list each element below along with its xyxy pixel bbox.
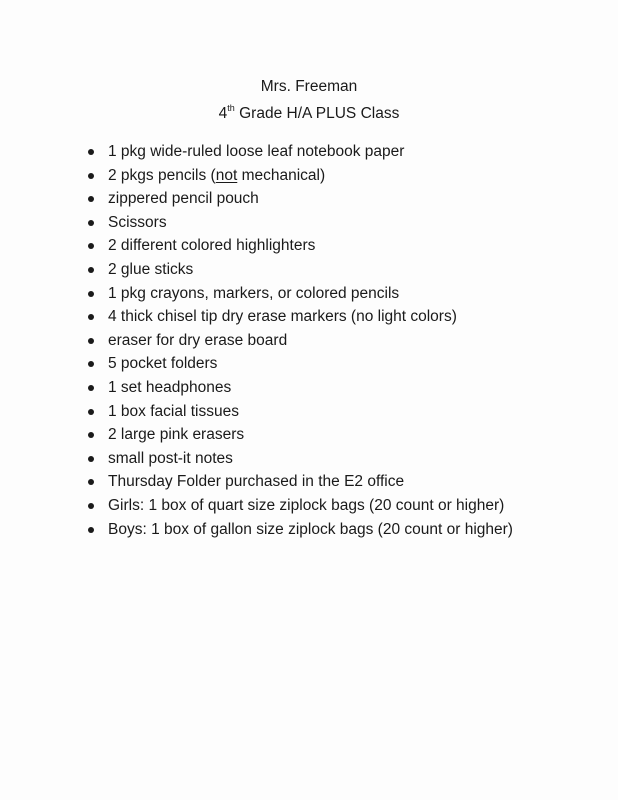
supply-list: [88, 140, 513, 541]
list-item: [88, 282, 513, 306]
bullet-icon: [88, 479, 94, 485]
list-item: [88, 164, 513, 188]
item-text: 5 pocket folders: [108, 355, 218, 373]
bullet-icon: [88, 267, 94, 273]
item-text: Scissors: [108, 213, 167, 231]
list-item: [88, 423, 513, 447]
item-text: zippered pencil pouch: [108, 190, 259, 208]
item-text: 4 thick chisel tip dry erase markers (no light colors): [108, 308, 457, 326]
bullet-icon: [88, 361, 94, 367]
list-item: [88, 352, 513, 376]
list-item: [88, 258, 513, 282]
bullet-icon: [88, 527, 94, 533]
bullet-icon: [88, 456, 94, 462]
class-title: [0, 98, 618, 125]
list-item: [88, 447, 513, 471]
list-item: [88, 518, 513, 542]
grade-suffix: th: [227, 103, 235, 113]
bullet-icon: [88, 314, 94, 320]
list-item: [88, 329, 513, 353]
bullet-icon: [88, 432, 94, 438]
bullet-icon: [88, 291, 94, 297]
list-item: [88, 400, 513, 424]
bullet-icon: [88, 220, 94, 226]
document-header: [0, 76, 618, 125]
list-item: [88, 187, 513, 211]
teacher-name: Mrs. Freeman: [260, 78, 358, 95]
list-item: [88, 470, 513, 494]
item-text: 1 pkg wide-ruled loose leaf notebook paper: [108, 143, 405, 160]
bullet-icon: [88, 243, 94, 249]
item-text: 2 large pink erasers: [108, 426, 245, 444]
list-item: [88, 376, 513, 400]
item-text-underlined: not: [215, 166, 238, 184]
item-text: Thursday Folder purchased in the E2 office: [108, 473, 405, 491]
item-text: 2 different colored highlighters: [108, 237, 316, 255]
bullet-icon: [88, 409, 94, 415]
item-text: 1 box facial tissues: [108, 402, 239, 420]
bullet-icon: [88, 338, 94, 344]
item-text: Girls: 1 box of quart size ziplock bags (20 count or higher): [108, 496, 505, 514]
bullet-icon: [88, 503, 94, 509]
list-item: [88, 211, 513, 235]
item-text: small post-it notes: [108, 449, 233, 467]
bullet-icon: [88, 196, 94, 202]
list-item: [88, 305, 513, 329]
list-item: [88, 234, 513, 258]
list-item: [88, 494, 513, 518]
bullet-icon: [88, 173, 94, 179]
item-text: eraser for dry erase board: [108, 331, 288, 349]
bullet-icon: [88, 149, 94, 155]
item-text-pre: 2 pkgs pencils (: [108, 166, 216, 184]
item-text-post: mechanical): [237, 166, 326, 184]
item-text: 1 set headphones: [108, 378, 232, 396]
list-item: [88, 140, 513, 164]
item-text: 2 glue sticks: [108, 260, 194, 278]
class-name: Grade H/A PLUS Class: [239, 105, 400, 123]
grade-number: 4: [218, 105, 228, 123]
item-text: Boys: 1 box of gallon size ziplock bags (20 count or higher): [108, 520, 513, 538]
bullet-icon: [88, 385, 94, 391]
item-text: 1 pkg crayons, markers, or colored pencils: [108, 284, 400, 302]
